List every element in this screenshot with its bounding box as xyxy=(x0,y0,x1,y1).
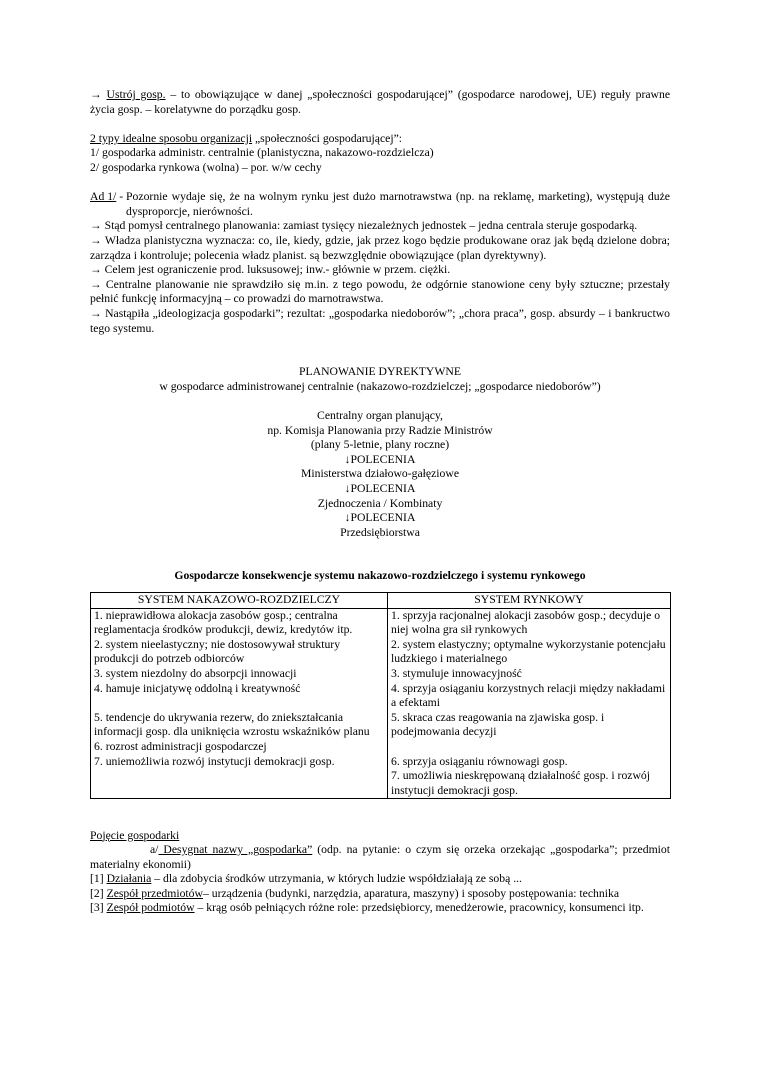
concept-item xyxy=(90,901,670,916)
planning-chain-line: np. Komisja Planowania przy Radzie Ministrów xyxy=(267,423,493,437)
planning-chain-arrow: ↓POLECENIA xyxy=(344,452,416,466)
planning-chain-arrow: ↓POLECENIA xyxy=(344,482,416,496)
ad1-first-point xyxy=(90,190,670,219)
planning-chain-line: Zjednoczenia / Kombinaty xyxy=(317,496,443,510)
ad1-dash: - xyxy=(116,190,127,204)
concept-item-text: – urządzenia (budynki, narzędzia, aparatura, maszyny) i sposoby postępowania: technika xyxy=(202,886,620,900)
ad1-point: → Nastąpiła „ideologizacja gospodarki”; rezultat: „gospodarka niedoborów”; „chora praca”, gosp. absurdy – i bankructwo tego systemu. xyxy=(90,306,670,335)
types-heading xyxy=(90,132,670,147)
intro-paragraph: → Ustrój gosp. – to obowiązujące w danej „społeczności gospodarującej” (gospodarce narodowej, UE) reguły prawne życia gosp. – korelatywne do porządku gosp. xyxy=(90,88,671,116)
document-page xyxy=(90,88,670,916)
concept-a-prefix: a/ xyxy=(150,843,159,857)
concept-heading-text: Pojęcie gospodarki xyxy=(90,828,180,842)
right-item: 3. stymuluje innowacyjność xyxy=(391,666,522,680)
left-item: 4. hamuje inicjatywę oddolną i kreatywność xyxy=(94,681,301,695)
right-spacer xyxy=(391,740,667,755)
concept-item-term: Zespół podmiotów xyxy=(106,901,195,915)
concept-item xyxy=(90,887,670,902)
types-heading-rest: „społeczności gospodarującej”: xyxy=(252,131,403,145)
right-item: 7. umożliwia nieskrępowaną działalność gosp. i rozwój instytucji demokracji gosp. xyxy=(391,769,651,797)
ad1-label: Ad 1/ xyxy=(90,190,117,204)
planning-chain-line: Ministerstwa działowo-gałęziowe xyxy=(300,467,460,481)
intro-definition: – to obowiązujące w danej „społeczności gospodarującej” (gospodarce narodowej, UE) reguły prawne życia gosp. – korelatywne do porządku gosp. xyxy=(90,88,671,116)
ad1-first-text: Pozornie wydaje się, że na wolnym rynku jest dużo marnotrawstwa (np. na reklamę, marketing), występują duże dysproporcje, nierówności. xyxy=(126,190,670,218)
concept-item-text: – dla zdobycia środków utrzymania, w których ludzie współdziałają ze sobą ... xyxy=(151,872,522,886)
ad1-point: → Centralne planowanie nie sprawdziło się m.in. z tego powodu, że odgórnie stanowione ceny były sztuczne; przestały pełnić funkcję informacyjną – co prowadzi do marnotrawstwa. xyxy=(90,277,670,306)
concept-item-term: Zespół przedmiotów xyxy=(106,886,203,900)
planning-chain-line: Centralny organ planujący, xyxy=(317,409,443,423)
types-item-2: 2/ gospodarka rynkowa (wolna) – por. w/w cechy xyxy=(90,160,322,174)
concept-item-term: Działania xyxy=(106,872,152,886)
right-item: 2. system elastyczny; optymalne wykorzystanie potencjału ludzkiego i materialnego xyxy=(391,637,666,666)
concept-item-num: [3] xyxy=(90,901,107,915)
concept-item-num: [1] xyxy=(90,872,107,886)
types-heading-underlined: 2 typy idealne sposobu organizacji xyxy=(90,131,253,145)
ad1-point: → Stąd pomysł centralnego planowania: zamiast tysięcy niezależnych jednostek – jedna centrala steruje gospodarką. xyxy=(90,219,638,233)
right-item: 5. skraca czas reagowania na zjawiska gosp. i podejmowania decyzji xyxy=(391,710,605,739)
ad1-point: → Celem jest ograniczenie prod. luksusowej; inw.- głównie w przem. ciężki. xyxy=(90,263,451,277)
concept-a-paragraph xyxy=(90,843,670,872)
planning-chain-line: (plany 5-letnie, plany roczne) xyxy=(310,438,450,452)
right-item: 4. sprzyja osiąganiu korzystnych relacji między nakładami a efektami xyxy=(391,681,666,710)
comparison-header-row xyxy=(91,593,671,609)
intro-term: Ustrój gosp. xyxy=(106,88,166,101)
concept-heading xyxy=(90,829,670,844)
comparison-table xyxy=(90,592,671,799)
comparison-title: Gospodarcze konsekwencje systemu nakazowo-rozdzielczego i systemu rynkowego xyxy=(174,569,586,583)
ad1-point: → Władza planistyczna wyznacza: co, ile, kiedy, gdzie, jak przez kogo będzie produkowane oraz jak będą dzielone dobra; zarządza i kontroluje; polecenia władz planist. są bezwzględnie obowiązujące (plan dyrektywny). xyxy=(90,233,670,262)
left-item: 3. system niezdolny do absorpcji innowacji xyxy=(94,666,297,680)
right-item: 1. sprzyja racjonalnej alokacji zasobów gosp.; decyduje o niej wolna gra sił rynkowych xyxy=(391,608,661,637)
comparison-left-cell xyxy=(91,608,388,799)
left-item: 5. tendencje do ukrywania rezerw, do zniekształcania informacji gosp. dla uniknięcia wzrostu wskaźników planu xyxy=(94,710,370,739)
concept-item-text: – krąg osób pełniących różne role: przedsiębiorcy, menedżerowie, pracownicy, konsumenci itp. xyxy=(194,901,644,915)
planning-title: PLANOWANIE DYREKTYWNE xyxy=(299,365,461,379)
left-item: 6. rozrost administracji gospodarczej xyxy=(94,739,267,753)
right-item: 6. sprzyja osiąganiu równowagi gosp. xyxy=(391,754,568,768)
concept-item-num: [2] xyxy=(90,886,107,900)
comparison-right-cell xyxy=(388,608,671,799)
comparison-body-row xyxy=(91,608,671,799)
concept-a-term: Desygnat nazwy „gospodarka” xyxy=(158,843,313,857)
planning-chain-line: Przedsiębiorstwa xyxy=(340,525,420,539)
planning-subtitle: w gospodarce administrowanej centralnie (nakazowo-rozdzielczej; „gospodarce niedoborów”) xyxy=(159,379,601,393)
comparison-col-left-header: SYSTEM NAKAZOWO-ROZDZIELCZY xyxy=(91,593,388,609)
left-item: 2. system nieelastyczny; nie dostosowywał struktury produkcji do potrzeb odbiorców xyxy=(94,637,341,666)
left-item: 1. nieprawidłowa alokacja zasobów gosp.; centralna reglamentacja środków produkcji, dewiz, kredytów itp. xyxy=(94,608,353,637)
comparison-col-right-header: SYSTEM RYNKOWY xyxy=(388,593,671,609)
left-spacer xyxy=(94,696,384,711)
types-item-1: 1/ gospodarka administr. centralnie (planistyczna, nakazowo-rozdzielcza) xyxy=(90,146,434,160)
concept-item xyxy=(90,872,670,887)
planning-chain-arrow: ↓POLECENIA xyxy=(344,511,416,525)
concept-a-rest: (odp. na pytanie: o czym się orzeka orzekając „gospodarka”; przedmiot materialny ekonomii) xyxy=(90,843,671,871)
left-item: 7. uniemożliwia rozwój instytucji demokracji gosp. xyxy=(94,754,335,768)
